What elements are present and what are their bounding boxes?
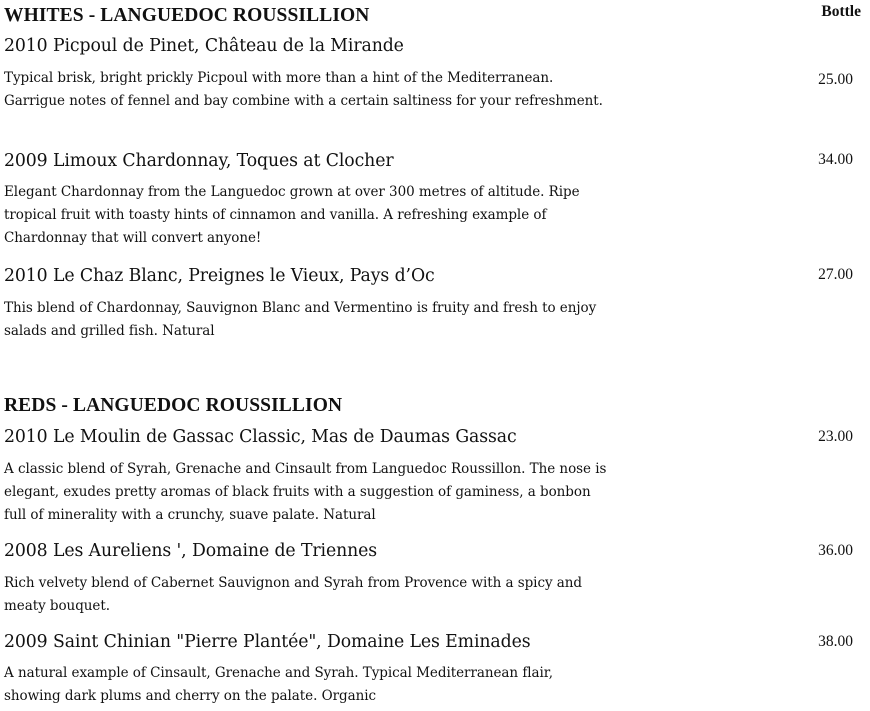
wine-name: 2010 Le Chaz Blanc, Preignes le Vieux, Pays d’Oc <box>4 266 435 286</box>
whites-section-heading: WHITES - LANGUEDOC ROUSSILLION <box>4 5 370 26</box>
wine-price: 25.00 <box>818 71 853 88</box>
wine-description: Typical brisk, bright prickly Picpoul with more than a hint of the Mediterranean. Garrigue notes of fennel and bay combine with a certain saltiness for your refreshment. <box>4 70 603 109</box>
wine-description: This blend of Chardonnay, Sauvignon Blanc and Vermentino is fruity and fresh to enjoy salads and grilled fish. Natural <box>4 300 597 339</box>
wine-price: 34.00 <box>818 151 853 168</box>
wine-name: 2010 Picpoul de Pinet, Château de la Mirande <box>4 36 404 56</box>
wine-name: 2010 Le Moulin de Gassac Classic, Mas de Daumas Gassac <box>4 427 517 447</box>
wine-name: 2009 Limoux Chardonnay, Toques at Clocher <box>4 151 394 171</box>
wine-description: Rich velvety blend of Cabernet Sauvignon and Syrah from Provence with a spicy and meaty bouquet. <box>4 575 583 614</box>
wine-price: 23.00 <box>818 428 853 445</box>
wine-description: Elegant Chardonnay from the Languedoc grown at over 300 metres of altitude. Ripe tropical fruit with toasty hints of cinnamon and vanilla. A refreshing example of Chardonnay that will convert anyone! <box>4 184 580 246</box>
wine-name: 2009 Saint Chinian "Pierre Plantée", Domaine Les Eminades <box>4 632 531 652</box>
wine-price: 38.00 <box>818 633 853 650</box>
wine-name: 2008 Les Aureliens ', Domaine de Triennes <box>4 541 378 561</box>
wine-description: A classic blend of Syrah, Grenache and Cinsault from Languedoc Roussillon. The nose is elegant, exudes pretty aromas of black fruits with a suggestion of gaminess, a bonbon full of minerality with a crunchy, suave palate. Natural <box>4 461 607 523</box>
wine-price: 36.00 <box>818 542 853 559</box>
wine-price: 27.00 <box>818 266 853 283</box>
wine-description: A natural example of Cinsault, Grenache and Syrah. Typical Mediterranean flair, showing dark plums and cherry on the palate. Organic <box>4 665 553 704</box>
bottle-column-header: Bottle <box>821 3 861 20</box>
reds-section-heading: REDS - LANGUEDOC ROUSSILLION <box>4 395 343 416</box>
